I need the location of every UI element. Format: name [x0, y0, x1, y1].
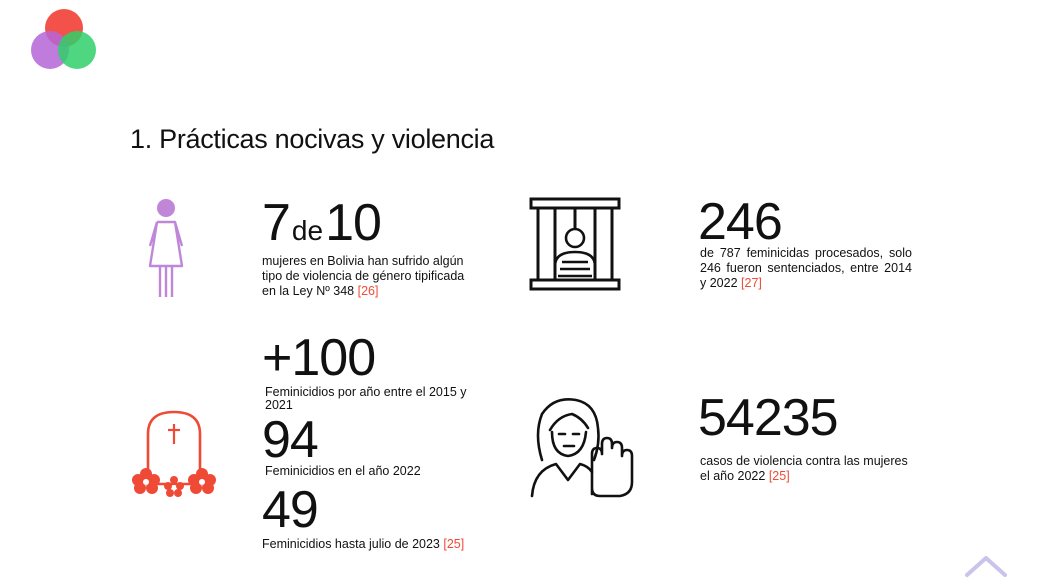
- stat-cases-text: casos de violencia contra las mujeres el año 2022 [25]: [700, 454, 908, 483]
- stat-prison-text: de 787 feminicidas procesados, solo 246 fueron sentenciados, entre 2014 y 2022 [27]: [700, 246, 912, 290]
- stat-femicides-2023-number: 49: [262, 481, 318, 539]
- stat-women-number-b: 10: [325, 194, 381, 252]
- stat-femicides-2022-text: Feminicidios en el año 2022: [265, 464, 421, 478]
- prisoner-bars-icon: [528, 196, 622, 292]
- stat-women-number: [262, 194, 381, 252]
- stat-women-connector: de: [291, 215, 324, 246]
- citation-link[interactable]: [25]: [443, 537, 465, 551]
- stat-prison-number: 246: [698, 193, 782, 251]
- stat-femicides-2023-text: Feminicidios hasta julio de 2023 [25]: [262, 537, 465, 551]
- tombstone-flowers-icon: [128, 406, 220, 500]
- logo-circles-icon[interactable]: [26, 6, 102, 76]
- citation-link[interactable]: [25]: [768, 469, 790, 483]
- woman-icon: [140, 198, 192, 300]
- section-title: 1. Prácticas nocivas y violencia: [130, 124, 495, 154]
- stat-women-text: mujeres en Bolivia han sufrido algún tipo de violencia de género tipificada en la Ley Nº 348 [26]: [262, 254, 465, 298]
- citation-link[interactable]: [26]: [357, 284, 379, 298]
- stat-women-number-a: 7: [262, 194, 290, 252]
- woman-stop-hand-icon: [528, 394, 636, 498]
- stat-femicides-2022-number: 94: [262, 411, 318, 469]
- stat-femicides-year-number: +100: [262, 329, 376, 387]
- citation-link[interactable]: [27]: [741, 276, 762, 290]
- stat-femicides-year-text: Feminicidios por año entre el 2015 y 2021: [265, 385, 467, 412]
- stat-cases-number: 54235: [698, 389, 838, 447]
- chevron-up-icon[interactable]: [964, 554, 1008, 578]
